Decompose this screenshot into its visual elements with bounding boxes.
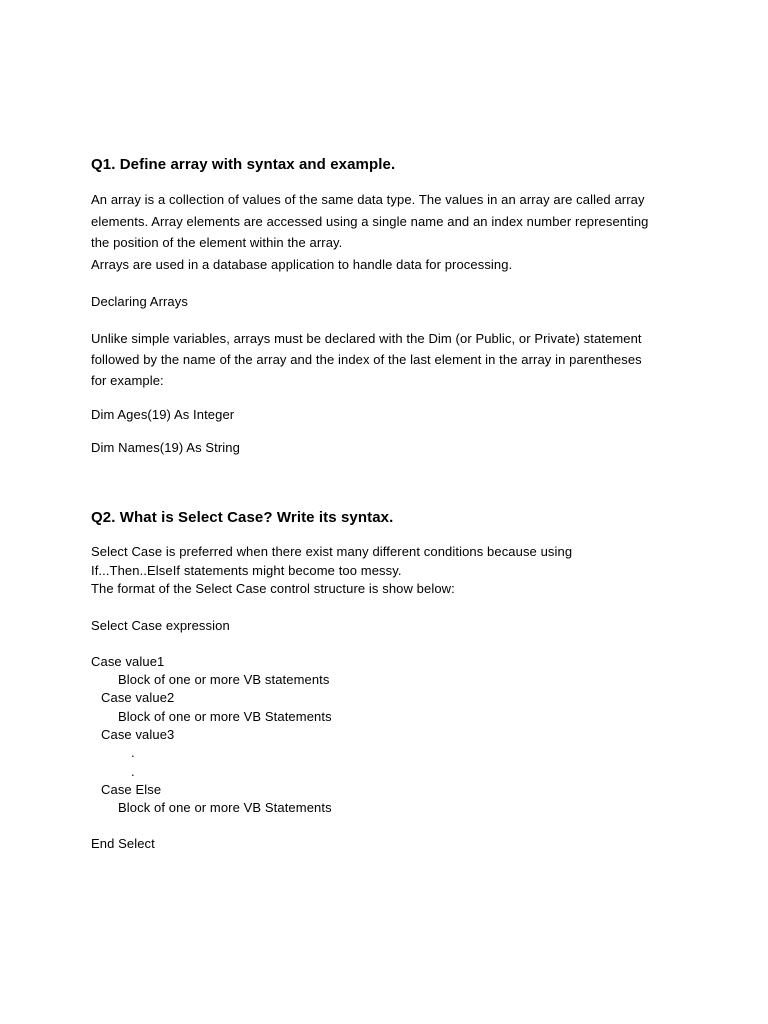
q1-heading: Q1. Define array with syntax and example. [91,156,396,173]
syntax-block-1: Block of one or more VB statements [118,672,330,687]
q2-intro-line-3: The format of the Select Case control structure is show below: [91,581,455,596]
syntax-ellipsis-dot-1: . [131,745,135,760]
q1-definition-line-4: Arrays are used in a database application to handle data for processing. [91,257,513,272]
q1-subheading: Declaring Arrays [91,294,188,309]
syntax-case-value1: Case value1 [91,654,165,669]
q1-definition-line-1: An array is a collection of values of the same data type. The values in an array are called array [91,192,645,207]
syntax-block-else: Block of one or more VB Statements [118,800,332,815]
syntax-case-value3: Case value3 [101,727,175,742]
q2-intro-line-1: Select Case is preferred when there exist many different conditions because using [91,544,573,559]
q1-declaring-line-3: for example: [91,373,164,388]
q2-intro-line-2: If...Then..ElseIf statements might become too messy. [91,563,402,578]
q1-definition-line-3: the position of the element within the array. [91,235,343,250]
q1-declaring-line-1: Unlike simple variables, arrays must be declared with the Dim (or Public, or Private) statement [91,331,642,346]
syntax-block-2: Block of one or more VB Statements [118,709,332,724]
q1-example-2: Dim Names(19) As String [91,440,240,455]
syntax-case-else: Case Else [101,782,162,797]
q1-definition-line-2: elements. Array elements are accessed using a single name and an index number representing [91,214,649,229]
q1-declaring-line-2: followed by the name of the array and the index of the last element in the array in parentheses [91,352,642,367]
q2-heading: Q2. What is Select Case? Write its syntax. [91,509,394,526]
syntax-end-select: End Select [91,836,155,851]
q1-example-1: Dim Ages(19) As Integer [91,407,235,422]
syntax-select-case: Select Case expression [91,618,230,633]
syntax-ellipsis-dot-2: . [131,764,135,779]
syntax-case-value2: Case value2 [101,690,175,705]
